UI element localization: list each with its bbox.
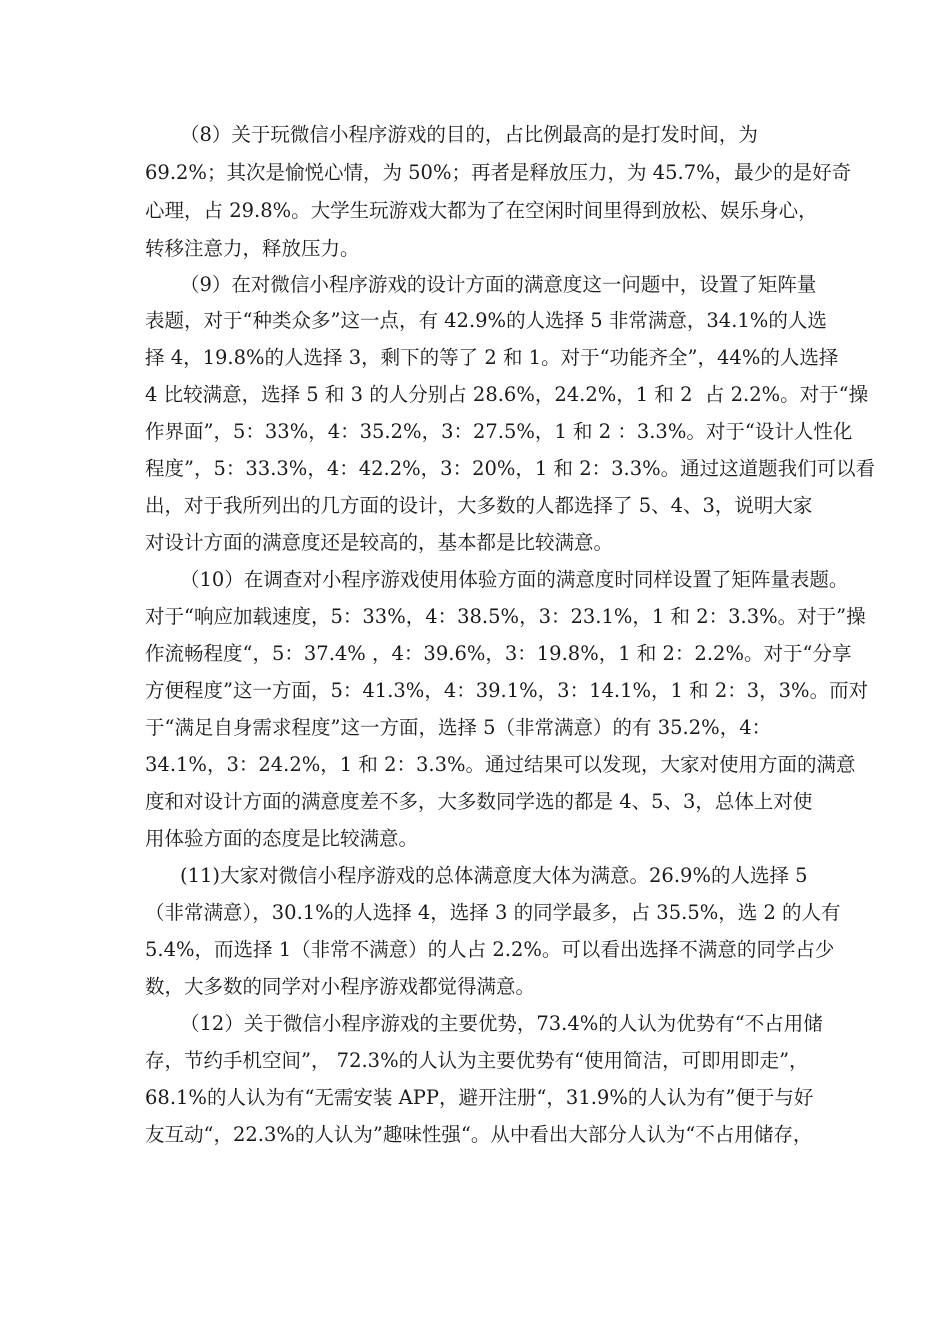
paragraph-10-line-1: （10）在调查对小程序游戏使用体验方面的满意度时同样设置了矩阵量表题。 — [180, 568, 849, 591]
paragraph-12-line-1: （12）关于微信小程序游戏的主要优势，73.4%的人认为优势有“不占用储 — [180, 1012, 823, 1035]
paragraph-10-line-5: 于“满足自身需求程度”这一方面，选择 5（非常满意）的有 35.2%，4： — [145, 716, 772, 739]
paragraph-10-line-2: 对于“响应加载速度，5：33%，4：38.5%，3：23.1%，1 和 2：3.3%。对于”操 — [145, 605, 866, 628]
paragraph-10-line-8: 用体验方面的态度是比较满意。 — [145, 827, 419, 850]
paragraph-9-line-3: 择 4，19.8%的人选择 3，剩下的等了 2 和 1。对于“功能齐全”，44%的人选择 — [145, 346, 839, 369]
paragraph-10-line-7: 度和对设计方面的满意度差不多，大多数同学选的都是 4、5、3，总体上对使 — [145, 790, 813, 813]
paragraph-11-line-4: 数，大多数的同学对小程序游戏都觉得满意。 — [145, 975, 536, 998]
paragraph-8-line-2: 69.2%；其次是愉悦心情，为 50%；再者是释放压力，为 45.7%，最少的是好奇 — [145, 161, 852, 184]
paragraph-11-line-1: (11)大家对微信小程序游戏的总体满意度大体为满意。26.9%的人选择 5 — [180, 864, 808, 887]
paragraph-12-line-3: 68.1%的人认为有“无需安装 APP，避开注册“，31.9%的人认为有”便于与好 — [145, 1086, 814, 1109]
paragraph-9-line-2: 表题，对于“种类众多”这一点，有 42.9%的人选择 5 非常满意，34.1%的人选 — [145, 309, 827, 332]
paragraph-12-line-2: 存，节约手机空间”， 72.3%的人认为主要优势有“使用简洁，可即用即走”， — [145, 1049, 809, 1072]
paragraph-11-line-3: 5.4%，而选择 1（非常不满意）的人占 2.2%。可以看出选择不满意的同学占少 — [145, 938, 835, 961]
paragraph-10-line-6: 34.1%，3：24.2%，1 和 2：3.3%。通过结果可以发现，大家对使用方面的满意 — [145, 753, 856, 776]
paragraph-9-line-6: 程度”，5：33.3%，4：42.2%，3：20%，1 和 2：3.3%。通过这道题我们可以看 — [145, 457, 876, 480]
paragraph-9-line-7: 出，对于我所列出的几方面的设计，大多数的人都选择了 5、4、3，说明大家 — [145, 494, 813, 517]
paragraph-8-line-4: 转移注意力，释放压力。 — [145, 237, 360, 260]
paragraph-9-line-4: 4 比较满意，选择 5 和 3 的人分别占 28.6%，24.2%，1 和 2 占 2.2%。对于“操 — [145, 383, 869, 406]
paragraph-12-line-4: 友互动“，22.3%的人认为”趣味性强“。从中看出大部分人认为“不占用储存， — [145, 1123, 813, 1146]
paragraph-11-line-2: （非常满意），30.1%的人选择 4，选择 3 的同学最多，占 35.5%，选 2 的人有 — [145, 901, 841, 924]
paragraph-8-line-3: 心理，占 29.8%。大学生玩游戏大都为了在空闲时间里得到放松、娱乐身心， — [145, 199, 818, 222]
paragraph-9-line-8: 对设计方面的满意度还是较高的，基本都是比较满意。 — [145, 531, 614, 554]
paragraph-10-line-4: 方便程度”这一方面，5：41.3%，4：39.1%，3：14.1%，1 和 2：3，3%。而对 — [145, 679, 869, 702]
paragraph-10-line-3: 作流畅程度“，5：37.4% ，4：39.6%，3：19.8%，1 和 2：2.2%。对于“分享 — [145, 642, 852, 665]
paragraph-9-line-5: 作界面”，5：33%，4：35.2%，3：27.5%，1 和 2 ：3.3%。对于“设计人性化 — [145, 420, 853, 443]
paragraph-8-line-1: （8）关于玩微信小程序游戏的目的，占比例最高的是打发时间，为 — [180, 123, 758, 146]
paragraph-9-line-1: （9）在对微信小程序游戏的设计方面的满意度这一问题中，设置了矩阵量 — [180, 273, 817, 296]
